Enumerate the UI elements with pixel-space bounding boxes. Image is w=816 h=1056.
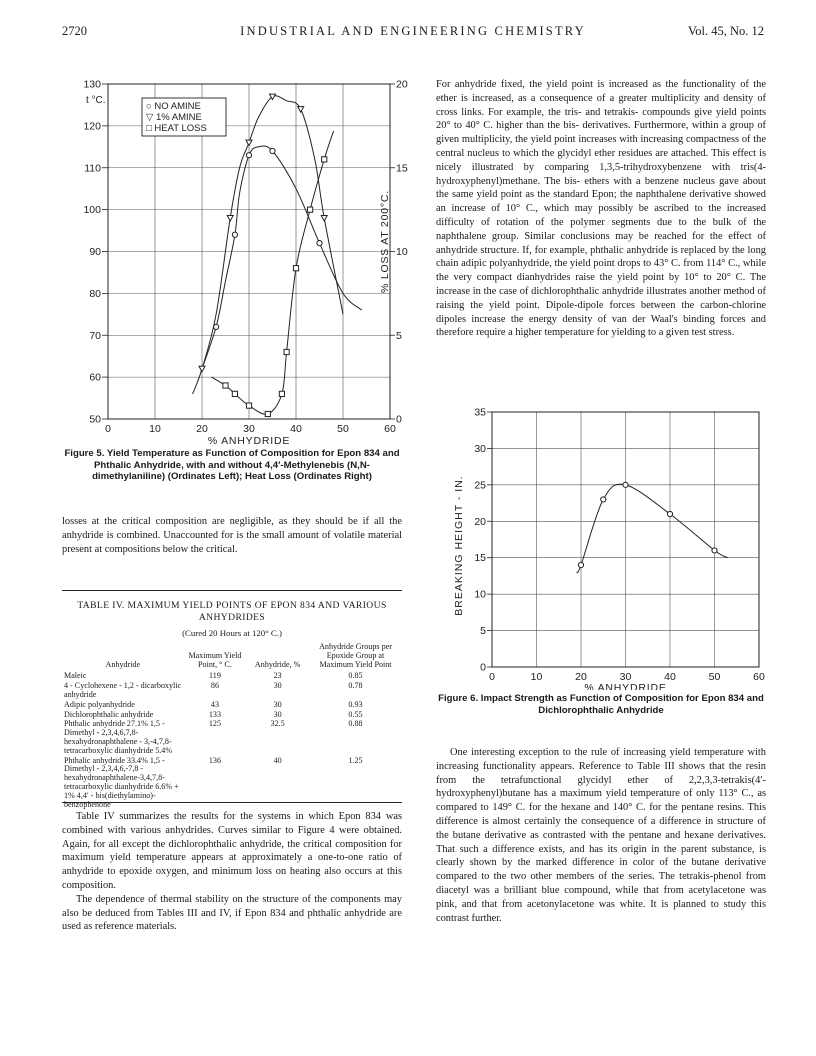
data-point xyxy=(227,216,233,222)
data-point xyxy=(199,366,205,372)
cell-anhydride: 4 - Cyclohexene - 1,2 - dicarboxylic anhydride xyxy=(64,681,182,699)
cell-anhydride: Phthalic anhydride 27.1% 1,5 - Dimethyl - 2,3,4,6,7,8-hexahydronaphthalene - 3,-4,7,8-tetracarboxylic dianhydride 5.4% xyxy=(64,719,173,755)
y-tick-label: 130 xyxy=(83,78,101,91)
figure-6-chart xyxy=(436,402,782,690)
data-point xyxy=(246,403,251,408)
cell-anhydride-pct: 30 xyxy=(273,699,282,709)
cell-groups-ratio: 0.78 xyxy=(348,681,363,691)
data-point xyxy=(246,153,251,158)
figure-6-caption-block xyxy=(436,693,766,716)
x-tick-label: 50 xyxy=(337,423,349,435)
x-tick-label: 60 xyxy=(753,671,765,683)
cell-groups-ratio: 0.88 xyxy=(348,719,363,729)
series-line xyxy=(577,484,728,573)
figure-5-caption-block xyxy=(62,448,402,483)
data-point xyxy=(232,232,237,237)
legend-entry: ○ NO AMINE xyxy=(146,101,201,112)
x-tick-label: 60 xyxy=(384,423,396,435)
data-point xyxy=(578,562,583,567)
cell-yield-point: 136 xyxy=(208,755,222,765)
table-4-title: TABLE IV. MAXIMUM YIELD POINTS OF EPON 834 AND VARIOUS ANHYDRIDES xyxy=(77,600,387,623)
paragraph-functionality: For anhydride fixed, the yield point is increased as the functionality of the ether is increased, as a consequence of a greater multiplicity and density of cross links. For example, the tris- and tetrakis- compounds give yield points 20° to 40° C. higher than the bis- derivatives. Furthermore, within a group of given multiplicity, the yield point increases with increasing compactness of the central nucleus to which the glycidyl ether residues are attached. This effect is nicely illustrated by comparing 1,3,5-trihydroxybenzene with tris(4-hydroxyphenyl)methane. The bis- ethers with a benzene nucleus gave about the same yield point as the standard Epon; the naphthalene derivative showed an increase of 10° C., which may possibly be ascribed to the increased difficulty of rotation of the polymer segments due to the bulk of the naphthalene group. Similar conclusions may be reached for the effect of anhydride structure. If, for example, phthalic anhydride is replaced by the long chain adipic polyanhydride, the yield point drops to 43° C. from 114° C., while the very compact dianhydrides raise the yield point by 10° to 20° C. The increase in the case of dichlorophthalic anhydride illustrates another method of raising the yield point. Dipole-dipole forces between the carbon-chlorine dipoles increase the energy density of van der Waal's binding forces and therefore require a higher temperature for yielding to a given test stress. xyxy=(436,79,766,339)
cell-yield-point: 133 xyxy=(208,709,222,719)
page-number: 2720 xyxy=(62,24,87,38)
x-tick-label: 0 xyxy=(105,423,111,435)
x-tick-label: 10 xyxy=(149,423,161,435)
y2-tick-label: 5 xyxy=(396,329,402,342)
y-axis-label: BREAKING HEIGHT - IN. xyxy=(453,475,465,616)
y2-axis-label: % LOSS AT 200°C. xyxy=(379,190,391,293)
table-top-rule xyxy=(62,590,402,591)
data-point xyxy=(279,391,284,396)
y-tick-label: 15 xyxy=(474,552,486,565)
y2-tick-label: 20 xyxy=(396,78,408,91)
x-tick-label: 20 xyxy=(196,423,208,435)
legend-entry: ▽ 1% AMINE xyxy=(146,112,202,123)
right-top-text xyxy=(436,78,766,340)
figure-6-series xyxy=(577,482,728,572)
x-tick-label: 30 xyxy=(619,671,632,683)
cell-anhydride-pct: 23 xyxy=(273,671,282,681)
table-row xyxy=(62,682,402,701)
cell-groups-ratio: 0.85 xyxy=(348,671,363,681)
y-tick-label: 80 xyxy=(89,287,101,300)
cell-yield-point: 86 xyxy=(210,681,219,691)
y-tick-label: 110 xyxy=(84,162,101,175)
cell-yield-point: 43 xyxy=(210,699,219,709)
journal-title: INDUSTRIAL AND ENGINEERING CHEMISTRY xyxy=(240,24,586,38)
table-4-subtitle: (Cured 20 Hours at 120° C.) xyxy=(182,628,282,638)
cell-anhydride-pct: 40 xyxy=(273,755,282,765)
data-point xyxy=(246,140,252,146)
x-axis-label: % ANHYDRIDE xyxy=(584,682,667,690)
y-tick-label: 35 xyxy=(474,406,486,419)
y-tick-label: 0 xyxy=(480,661,486,674)
right-bottom-text xyxy=(436,746,766,925)
x-tick-label: 10 xyxy=(530,671,543,683)
series-line xyxy=(211,131,333,414)
figure-5-caption: Figure 5. Yield Temperature as Function of Composition for Epon 834 and Phthalic Anhydride, with and without 4,4′-Methylenebis (N,N-dimethylaniline) (Ordinates Left); Heat Loss (Ordinates Right) xyxy=(64,448,400,482)
data-point xyxy=(623,482,628,487)
col-header-anhydride: Anhydride xyxy=(105,659,141,669)
y-tick-label: 20 xyxy=(474,515,486,528)
y-axis-unit-label: t °C. xyxy=(86,95,106,106)
legend-entry: □ HEAT LOSS xyxy=(146,123,207,134)
left-middle-text xyxy=(62,515,402,556)
x-tick-label: 30 xyxy=(243,423,255,435)
y-tick-label: 30 xyxy=(474,442,486,455)
data-point xyxy=(667,511,672,516)
cell-groups-ratio: 0.93 xyxy=(348,699,363,709)
data-point xyxy=(298,107,304,113)
data-point xyxy=(321,216,327,222)
page-header xyxy=(62,24,764,40)
data-point xyxy=(232,391,237,396)
y-tick-label: 70 xyxy=(89,329,101,342)
cell-groups-ratio: 0.55 xyxy=(348,709,363,719)
cell-yield-point: 125 xyxy=(208,719,222,729)
x-tick-label: 40 xyxy=(664,671,676,683)
col-header-groups-ratio: Anhydride Groups per Epoxide Group at Maximum Yield Point xyxy=(319,642,392,669)
x-axis-label: % ANHYDRIDE xyxy=(207,435,291,447)
volume-issue: Vol. 45, No. 12 xyxy=(687,24,764,38)
table-4-body xyxy=(62,672,402,810)
y-tick-label: 5 xyxy=(480,625,486,638)
data-point xyxy=(601,497,606,502)
data-point xyxy=(322,157,327,162)
cell-groups-ratio: 1.25 xyxy=(348,755,363,765)
table-bottom-rule xyxy=(62,802,402,803)
table-4-grid xyxy=(62,643,402,810)
table-4 xyxy=(62,600,402,810)
paragraph-table-iv-summary: Table IV summarizes the results for the systems in which Epon 834 was combined with various anhydrides. Curves similar to Figure 4 were obtained. Again, for all except the dichlorophthalic anhydride, the critical composition for maximum yield temperature appears at approximately a one-to-one ratio of anhydride to epoxide oxygen, and minimum loss on heating also occurs at this composition. xyxy=(62,811,402,891)
cell-anhydride: Adipic polyanhydride xyxy=(64,699,135,709)
y-tick-label: 50 xyxy=(89,413,101,426)
left-bottom-text xyxy=(62,810,402,934)
y2-tick-label: 10 xyxy=(396,246,408,258)
paragraph-heat-loss: losses at the critical composition are negligible, as they should be if all the anhydride is combined. Unaccounted for is the small amount of volatile material present at compositions below the critical. xyxy=(62,516,402,555)
table-row xyxy=(62,720,402,756)
y-tick-label: 100 xyxy=(83,204,101,217)
cell-anhydride: Dichlorophthalic anhydride xyxy=(64,709,154,719)
data-point xyxy=(308,207,313,212)
figure-5-legend xyxy=(142,98,226,136)
data-point xyxy=(270,148,275,153)
y-tick-label: 10 xyxy=(474,588,486,601)
paragraph-thermal-stability: The dependence of thermal stability on the structure of the components may also be deduced from Tables III and IV, if Epon 834 and phthalic anhydride are used as reference materials. xyxy=(62,893,402,933)
data-point xyxy=(317,241,322,246)
cell-anhydride-pct: 30 xyxy=(273,681,282,691)
y-tick-label: 120 xyxy=(83,120,101,133)
y-tick-label: 60 xyxy=(89,371,101,384)
cell-anhydride-pct: 32.5 xyxy=(270,719,285,729)
x-tick-label: 50 xyxy=(708,671,721,683)
y-tick-label: 90 xyxy=(89,246,101,258)
paragraph-exception: One interesting exception to the rule of increasing yield temperature with increasing functionality appears. Reference to Table III shows that the resin from the tetrafunctional glycidyl ether of 2,2,3,3-tetrakis(4′-hydroxyphenyl)butane has a maximum yield temperature of only 113° C., as compared to 149° C. for the hexane and 140° C. for the pentane resins. This difference is almost certainly the consequence of a difference in structure of the butane derivative as contrasted with the pentane and hexane derivatives. That such a difference exists, and has its origin in the parent substance, is clearly shown by the marked difference in color of the butane derivative compared to the two other members of the series. The tetrakis-phenol from diacetyl was a brilliant blue compound, while that from acetylacetone was pink, and that from acetonylacetone was white. It is planned to study this contrast further. xyxy=(436,747,766,924)
y-tick-label: 25 xyxy=(474,479,486,492)
cell-anhydride: Phthalic anhydride 33.4% 1,5 - Dimethyl - 2,3,4,6,-7,8 - hexahydronaphthalene-3,4,7,8-tetracarboxylic dianhydride 6.6% + 1% 4,4′ - bis(diethylamino)-benzophenone xyxy=(64,755,179,809)
cell-anhydride-pct: 30 xyxy=(273,709,282,719)
data-point xyxy=(223,383,228,388)
data-point xyxy=(265,411,270,416)
figure-6-caption: Figure 6. Impact Strength as Function of Composition for Epon 834 and Dichlorophthalic Anhydride xyxy=(438,693,764,716)
x-tick-label: 0 xyxy=(489,671,495,683)
data-point xyxy=(284,349,289,354)
cell-yield-point: 119 xyxy=(209,671,221,681)
x-tick-label: 40 xyxy=(290,423,302,435)
x-tick-label: 20 xyxy=(575,671,587,683)
col-header-anhydride-pct: Anhydride, % xyxy=(254,659,301,669)
figure-6-grid xyxy=(492,412,759,667)
data-point xyxy=(293,266,298,271)
cell-anhydride: Maleic xyxy=(64,671,87,681)
data-point xyxy=(712,548,717,553)
y2-tick-label: 0 xyxy=(396,413,402,426)
figure-5-series-heat-loss xyxy=(211,131,333,417)
figure-5-chart xyxy=(62,76,412,448)
y2-tick-label: 15 xyxy=(396,162,408,175)
col-header-yield-point: Maximum Yield Point, ° C. xyxy=(188,650,242,669)
